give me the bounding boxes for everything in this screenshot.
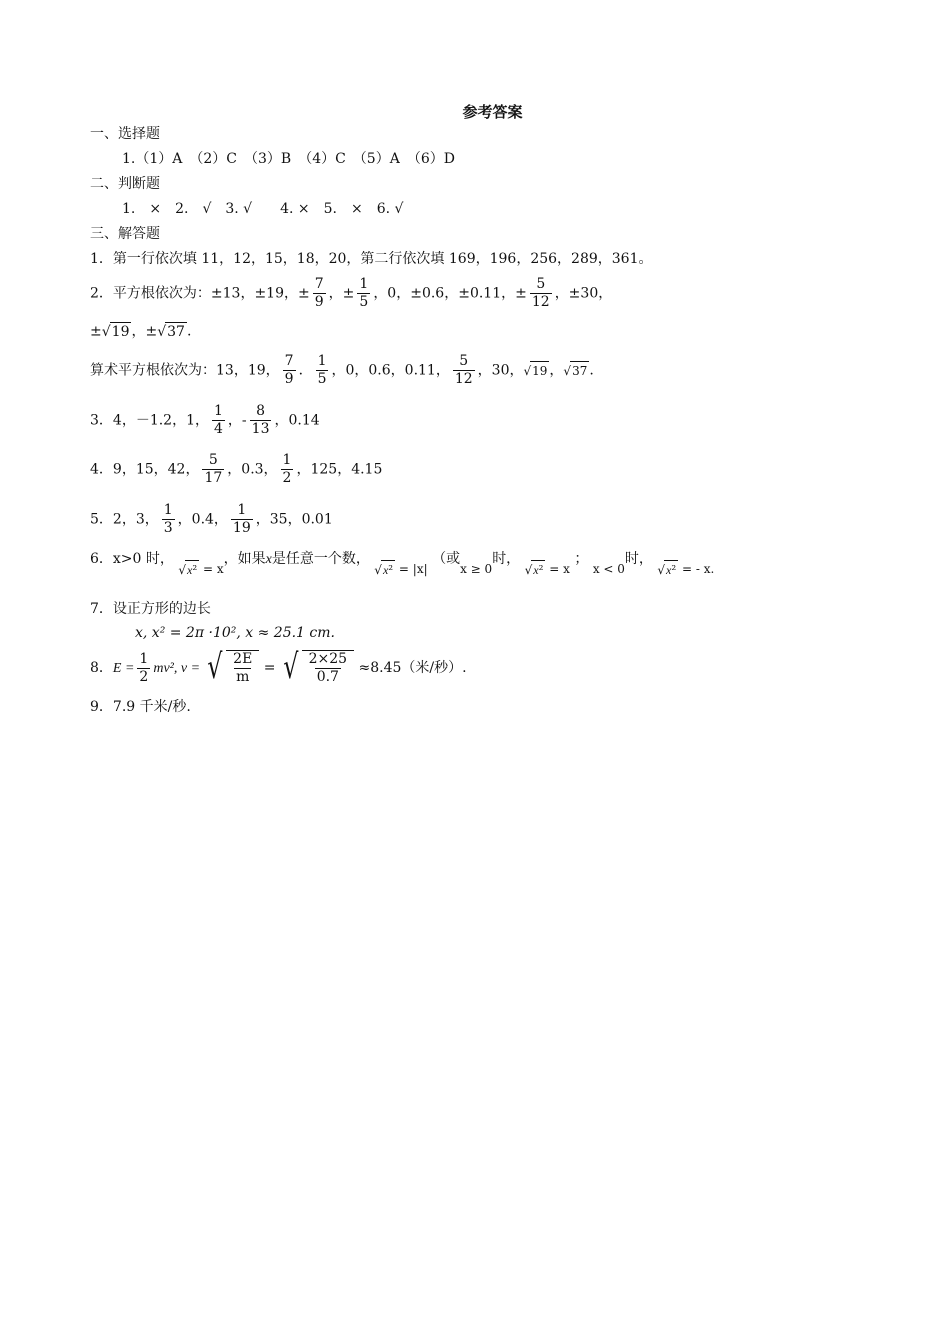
- sqrt-radical: √x²: [374, 560, 395, 579]
- section-heading-solve: 三、解答题: [90, 226, 160, 242]
- answer-7-formula: x, x² = 2π ·10², x ≈ 25.1 cm.: [135, 625, 335, 641]
- sqrt-radical: √ $\frac{2\times 25}{0.7}$: [280, 650, 354, 686]
- sqrt-radical: √19: [523, 361, 549, 380]
- answer-7: 7．设正方形的边长: [90, 601, 211, 617]
- sqrt-radical: √19: [101, 324, 130, 340]
- answer-5: 5．2，3， $\frac{1}{3}$ ，0.4， $\frac{1}{19}$ ，35，0.01: [90, 502, 333, 536]
- fraction: $\frac{1}{4}$: [214, 403, 223, 437]
- sqrt-radical: √ $\frac{2E}{m}$: [204, 650, 259, 686]
- fraction: $\frac{1}{2}$: [282, 452, 292, 486]
- fraction: $\frac{7}{9}$: [314, 276, 324, 310]
- answer-4: 4．9，15，42， $\frac{5}{17}$ ，0.3， $\frac{1}{2}$ ，125，4.15: [90, 452, 383, 486]
- sqrt-radical: √x²: [178, 560, 199, 579]
- answer-8: 8．E = $\frac{1}{2}$ mv², v = √ $\frac{2E}{m}$ = √ $\frac{2\times 25}{0.7}$ ≈8.45（米/秒）.: [90, 647, 467, 687]
- sqrt-radical: √37: [157, 324, 185, 340]
- judge-answers: 1. × 2. √ 3. √ 4. × 5. × 6. √: [122, 201, 404, 217]
- fraction: $\frac{1}{3}$: [163, 502, 173, 536]
- page-title: 参考答案: [462, 103, 523, 121]
- sqrt-radical: √x²: [525, 560, 546, 579]
- answer-1: 1．第一行依次填 11，12，15，18，20，第二行依次填 169，196，256，289，361。: [90, 251, 653, 267]
- sqrt-radical: √37: [563, 361, 589, 380]
- answer-3: 3．4，－1.2，1， $\frac{1}{4}$ ，- $\frac{8}{13}$ ，0.14: [90, 403, 320, 437]
- choice-answers: 1.（1）A （2）C （3）B （4）C （5）A （6）D: [122, 151, 455, 167]
- section-heading-choice: 一、选择题: [90, 126, 160, 142]
- answer-2-arithmetic-roots: 算术平方根依次为：13，19， $\frac{7}{9}$ ． $\frac{1}{5}$ ，0，0.6，0.11， $\frac{5}{12}$ ，30，√19 ，√37 .: [90, 353, 594, 387]
- fraction: $\frac{5}{17}$: [204, 452, 223, 486]
- fraction: $\frac{5}{12}$: [454, 353, 473, 387]
- fraction: $\frac{1}{2}$: [139, 650, 149, 685]
- answer-2-line-1: 2．平方根依次为：±13，±19，± $\frac{7}{9}$ ，± $\frac{1}{5}$ ，0，±0.6，±0.11，± $\frac{5}{12}$ ，±30，: [90, 276, 613, 310]
- fraction: $\frac{1}{19}$: [232, 502, 251, 536]
- answer-9: 9．7.9 千米/秒.: [90, 699, 191, 715]
- answer-6: 6．x>0 时， √x² = x，如果x是任意一个数， √x² = |x| （或x ≥ 0时， √x² = x ； x < 0时， √x² = - x.: [90, 551, 715, 577]
- sqrt-radical: √x²: [657, 560, 678, 579]
- fraction: $\frac{1}{5}$: [359, 276, 369, 310]
- section-heading-judge: 二、判断题: [90, 176, 160, 192]
- fraction: $\frac{5}{12}$: [531, 276, 550, 310]
- fraction: $\frac{8}{13}$: [251, 403, 270, 437]
- fraction: $\frac{7}{9}$: [284, 353, 294, 387]
- answer-2-line-2: ±√19 ，±√37 .: [90, 323, 192, 340]
- fraction: $\frac{1}{5}$: [317, 353, 327, 387]
